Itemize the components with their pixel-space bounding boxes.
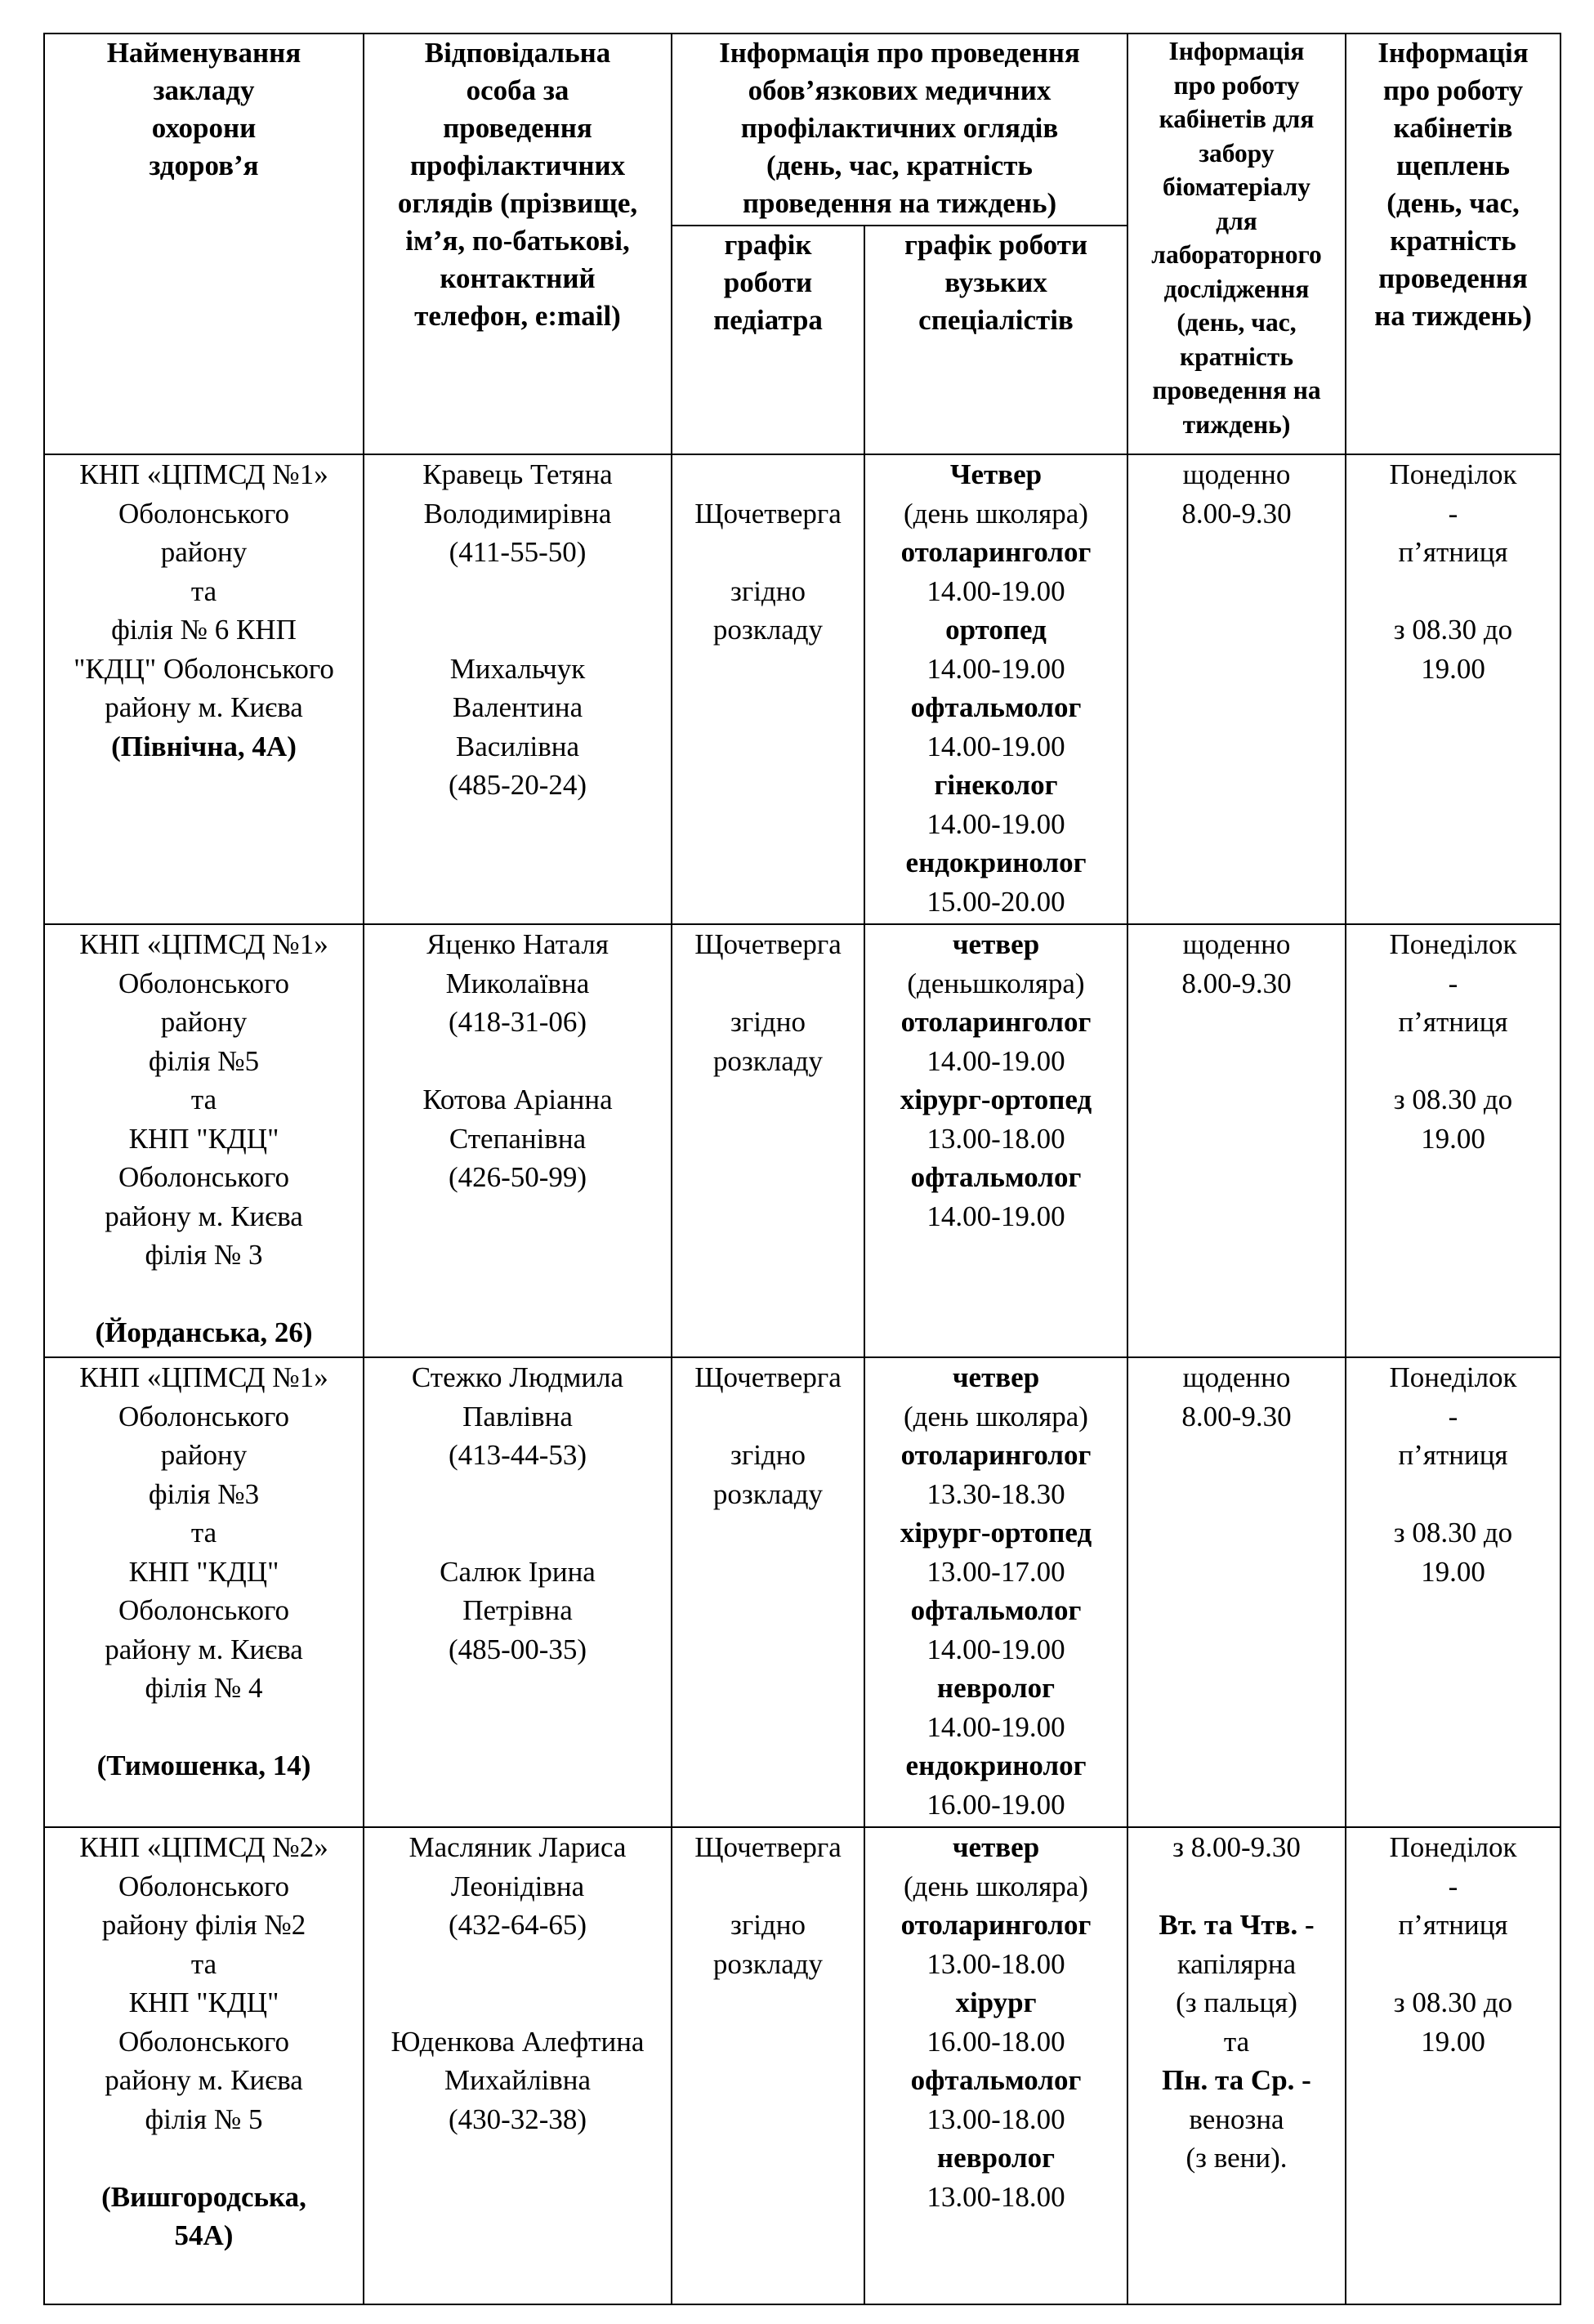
responsible-cell: Яценко Наталя Миколаївна (418-31-06) Котова Аріанна Степанівна (426-50-99) (364, 924, 672, 1357)
facility-address: (Йорданська, 26) (95, 1316, 313, 1348)
header-lab-info: Інформація про роботу кабінетів для забору біоматеріалу для лабораторного дослідження (день, час, кратність проведення на тиждень) (1127, 34, 1346, 454)
pediatrician-cell: Щочетверга згідно розкладу (672, 1827, 864, 2304)
responsible-cell: Стежко Людмила Павлівна (413-44-53) Салюк Ірина Петрівна (485-00-35) (364, 1357, 672, 1827)
facility-address: (Північна, 4А) (111, 730, 297, 762)
header-row (44, 34, 1561, 226)
lab-cell: щоденно 8.00-9.30 (1127, 454, 1346, 924)
header-exams-info: Інформація про проведення обов’язкових медичних профілактичних оглядів (день, час, кратність проведення на тиждень) (672, 34, 1127, 226)
schedule-table (43, 33, 1561, 2305)
responsible-cell: Масляник Лариса Леонідівна (432-64-65) Юденкова Алефтина Михайлівна (430-32-38) (364, 1827, 672, 2304)
vaccination-cell: Понеділок - п’ятниця з 08.30 до 19.00 (1346, 924, 1561, 1357)
header-specialists: графік роботи вузьких спеціалістів (864, 226, 1127, 454)
facility-cell: КНП «ЦПМСД №2» Оболонського району філія №2 та КНП "КДЦ" Оболонського району м. Києва філія № 5 (Вишгородська, 54А) (44, 1827, 364, 2304)
pediatrician-cell: Щочетверга згідно розкладу (672, 454, 864, 924)
specialists-cell: четвер (день школяра) отоларинголог 13.30-18.30 хірург-ортопед 13.00-17.00 офтальмолог 14.00-19.00 невролог 14.00-19.00 ендокринолог 16.00-19.00 (864, 1357, 1127, 1827)
facility-address: (Тимошенка, 14) (96, 1750, 311, 1781)
pediatrician-cell: Щочетверга згідно розкладу (672, 1357, 864, 1827)
facility-cell: КНП «ЦПМСД №1» Оболонського району філія №3 та КНП "КДЦ" Оболонського району м. Києва філія № 4 (Тимошенка, 14) (44, 1357, 364, 1827)
header-pediatrician: графік роботи педіатра (672, 226, 864, 454)
pediatrician-cell: Щочетверга згідно розкладу (672, 924, 864, 1357)
lab-cell: щоденно 8.00-9.30 (1127, 924, 1346, 1357)
specialists-cell: четвер (деньшколяра) отоларинголог 14.00-19.00 хірург-ортопед 13.00-18.00 офтальмолог 14.00-19.00 (864, 924, 1127, 1357)
header-responsible-person: Відповідальна особа за проведення профілактичних оглядів (прізвище, ім’я, по-батькові, контактний телефон, e:mail) (364, 34, 672, 454)
facility-address: 54А) (174, 2219, 234, 2251)
table-row (44, 1827, 1561, 2304)
facility-cell: КНП «ЦПМСД №1» Оболонського району філія №5 та КНП "КДЦ" Оболонського району м. Києва філія № 3 (Йорданська, 26) (44, 924, 364, 1357)
facility-cell: КНП «ЦПМСД №1» Оболонського району та філія № 6 КНП "КДЦ" Оболонського району м. Києва (Північна, 4А) (44, 454, 364, 924)
vaccination-cell: Понеділок - п’ятниця з 08.30 до 19.00 (1346, 454, 1561, 924)
vaccination-cell: Понеділок - п’ятниця з 08.30 до 19.00 (1346, 1357, 1561, 1827)
header-vaccination-info: Інформація про роботу кабінетів щеплень (день, час, кратність проведення на тиждень) (1346, 34, 1561, 454)
vaccination-cell: Понеділок - п’ятниця з 08.30 до 19.00 (1346, 1827, 1561, 2304)
table-row (44, 454, 1561, 924)
table-row (44, 924, 1561, 1357)
specialists-cell: Четвер (день школяра) отоларинголог 14.00-19.00 ортопед 14.00-19.00 офтальмолог 14.00-19.00 гінеколог 14.00-19.00 ендокринолог 15.00-20.00 (864, 454, 1127, 924)
responsible-cell: Кравець Тетяна Володимирівна (411-55-50) Михальчук Валентина Василівна (485-20-24) (364, 454, 672, 924)
specialists-cell: четвер (день школяра) отоларинголог 13.00-18.00 хірург 16.00-18.00 офтальмолог 13.00-18.00 невролог 13.00-18.00 (864, 1827, 1127, 2304)
facility-address: (Вишгородська, (101, 2180, 306, 2213)
table-row (44, 1357, 1561, 1827)
lab-cell: з 8.00-9.30 Вт. та Чтв. - капілярна (з пальця) та Пн. та Ср. - венозна (з вени). (1127, 1827, 1346, 2304)
lab-cell: щоденно 8.00-9.30 (1127, 1357, 1346, 1827)
header-facility: Найменування закладу охорони здоров’я (44, 34, 364, 454)
